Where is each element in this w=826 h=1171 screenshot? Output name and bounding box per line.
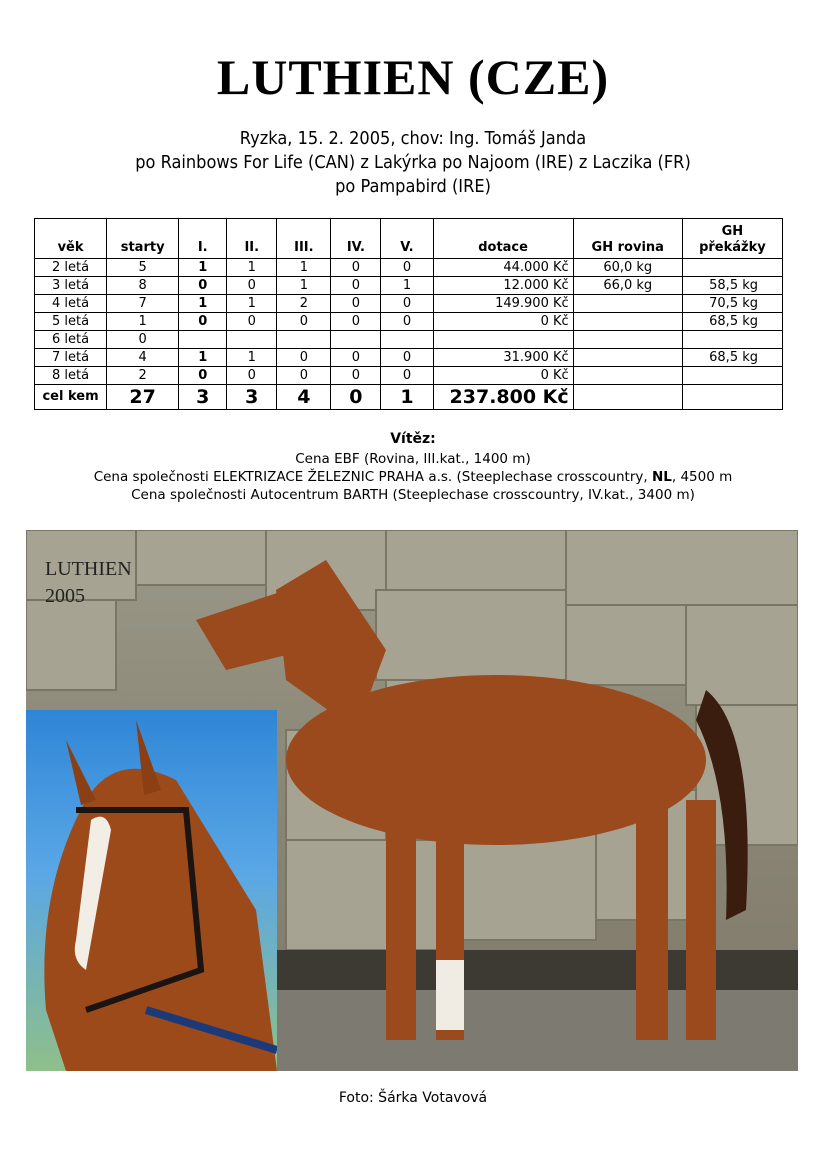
table-row xyxy=(35,367,783,385)
race-stats-table xyxy=(34,218,783,410)
table-cell: 2 xyxy=(277,295,331,313)
table-cell: 1 xyxy=(381,277,433,295)
table-cell: 0 xyxy=(227,277,277,295)
table-cell: 0 Kč xyxy=(433,313,573,331)
total-cell: 27 xyxy=(107,385,179,410)
table-cell: 7 xyxy=(107,295,179,313)
table-cell: 0 xyxy=(179,367,227,385)
table-cell xyxy=(573,295,682,313)
column-header: I. xyxy=(179,219,227,259)
table-cell: 1 xyxy=(179,259,227,277)
table-cell: 66,0 kg xyxy=(573,277,682,295)
table-cell: 0 xyxy=(381,349,433,367)
table-header-row xyxy=(35,219,783,259)
table-cell: 0 xyxy=(381,295,433,313)
winner-line-3: Cena společnosti Autocentrum BARTH (Steeplechase crosscountry, IV.kat., 3400 m) xyxy=(131,487,695,503)
horse-head-illustration xyxy=(26,710,277,1071)
photo-caption-year: 2005 xyxy=(45,585,85,607)
column-header: IV. xyxy=(331,219,381,259)
table-cell: 1 xyxy=(277,259,331,277)
table-cell: 0 xyxy=(107,331,179,349)
table-row xyxy=(35,295,783,313)
table-cell: 3 letá xyxy=(35,277,107,295)
winner-section xyxy=(0,430,826,504)
table-cell: 0 xyxy=(331,313,381,331)
table-cell: 0 xyxy=(381,259,433,277)
table-cell: 0 xyxy=(331,367,381,385)
table-cell: 0 xyxy=(331,295,381,313)
table-cell: 2 xyxy=(107,367,179,385)
table-cell: 68,5 kg xyxy=(682,349,782,367)
table-cell: 68,5 kg xyxy=(682,313,782,331)
table-cell xyxy=(573,367,682,385)
table-cell: 1 xyxy=(227,349,277,367)
winner-line-1: Cena EBF (Rovina, III.kat., 1400 m) xyxy=(295,451,531,467)
table-cell: 6 letá xyxy=(35,331,107,349)
table-cell: 8 letá xyxy=(35,367,107,385)
total-cell xyxy=(682,385,782,410)
table-row xyxy=(35,259,783,277)
table-cell: 0 xyxy=(277,367,331,385)
table-cell: 0 xyxy=(277,313,331,331)
table-cell xyxy=(573,349,682,367)
table-cell: 1 xyxy=(179,295,227,313)
winner-line-2: Cena společnosti ELEKTRIZACE ŽELEZNIC PRAHA a.s. (Steeplechase crosscountry, NL, 4500 m xyxy=(93,469,733,485)
column-header: GH překážky xyxy=(682,219,782,259)
table-cell: 60,0 kg xyxy=(573,259,682,277)
table-cell: 0 xyxy=(331,259,381,277)
table-cell: 70,5 kg xyxy=(682,295,782,313)
total-cell: 4 xyxy=(277,385,331,410)
table-cell xyxy=(682,331,782,349)
table-cell: 7 letá xyxy=(35,349,107,367)
column-header: GH rovina xyxy=(573,219,682,259)
page-title: LUTHIEN (CZE) xyxy=(216,49,610,105)
total-cell: 0 xyxy=(331,385,381,410)
table-cell: 0 xyxy=(179,277,227,295)
table-cell: 0 xyxy=(331,349,381,367)
total-cell: cel kem xyxy=(35,385,107,410)
total-cell xyxy=(573,385,682,410)
table-cell: 0 xyxy=(277,349,331,367)
table-row xyxy=(35,331,783,349)
table-cell xyxy=(179,331,227,349)
table-cell xyxy=(227,331,277,349)
table-cell: 5 letá xyxy=(35,313,107,331)
column-header: věk xyxy=(35,219,107,259)
table-cell xyxy=(381,331,433,349)
table-cell: 2 letá xyxy=(35,259,107,277)
total-cell: 3 xyxy=(227,385,277,410)
table-cell: 4 letá xyxy=(35,295,107,313)
breeding-line-1: Ryzka, 15. 2. 2005, chov: Ing. Tomáš Janda xyxy=(239,128,587,149)
table-cell: 1 xyxy=(277,277,331,295)
table-cell: 58,5 kg xyxy=(682,277,782,295)
table-cell xyxy=(573,313,682,331)
column-header: V. xyxy=(381,219,433,259)
table-cell: 0 xyxy=(227,367,277,385)
table-cell: 149.900 Kč xyxy=(433,295,573,313)
table-cell: 1 xyxy=(107,313,179,331)
table-cell: 1 xyxy=(227,295,277,313)
total-cell: 237.800 Kč xyxy=(433,385,573,410)
table-cell: 0 xyxy=(331,277,381,295)
table-cell xyxy=(573,331,682,349)
table-cell: 8 xyxy=(107,277,179,295)
table-cell: 1 xyxy=(227,259,277,277)
table-cell: 0 xyxy=(227,313,277,331)
column-header: III. xyxy=(277,219,331,259)
table-cell: 5 xyxy=(107,259,179,277)
table-total-row xyxy=(35,385,783,410)
horse-info xyxy=(41,127,784,199)
table-cell: 0 Kč xyxy=(433,367,573,385)
table-cell: 44.000 Kč xyxy=(433,259,573,277)
photo-caption-name: LUTHIEN xyxy=(45,558,132,580)
table-cell xyxy=(682,367,782,385)
horse-head-photo xyxy=(26,710,277,1071)
column-header: dotace xyxy=(433,219,573,259)
table-cell xyxy=(682,259,782,277)
column-header: II. xyxy=(227,219,277,259)
total-cell: 3 xyxy=(179,385,227,410)
table-cell: 31.900 Kč xyxy=(433,349,573,367)
table-cell: 0 xyxy=(179,313,227,331)
table-row xyxy=(35,349,783,367)
winner-heading: Vítěz: xyxy=(390,431,436,447)
table-row xyxy=(35,277,783,295)
table-cell xyxy=(331,331,381,349)
table-cell: 0 xyxy=(381,313,433,331)
table-cell: 0 xyxy=(381,367,433,385)
breeding-line-2: po Rainbows For Life (CAN) z Lakýrka po Najoom (IRE) z Laczika (FR) xyxy=(135,152,691,173)
column-header: starty xyxy=(107,219,179,259)
photo-credit: Foto: Šárka Votavová xyxy=(338,1090,488,1106)
table-cell: 12.000 Kč xyxy=(433,277,573,295)
total-cell: 1 xyxy=(381,385,433,410)
table-cell: 4 xyxy=(107,349,179,367)
table-cell xyxy=(433,331,573,349)
table-cell: 1 xyxy=(179,349,227,367)
table-row xyxy=(35,313,783,331)
table-cell xyxy=(277,331,331,349)
breeding-line-3: po Pampabird (IRE) xyxy=(335,176,491,197)
